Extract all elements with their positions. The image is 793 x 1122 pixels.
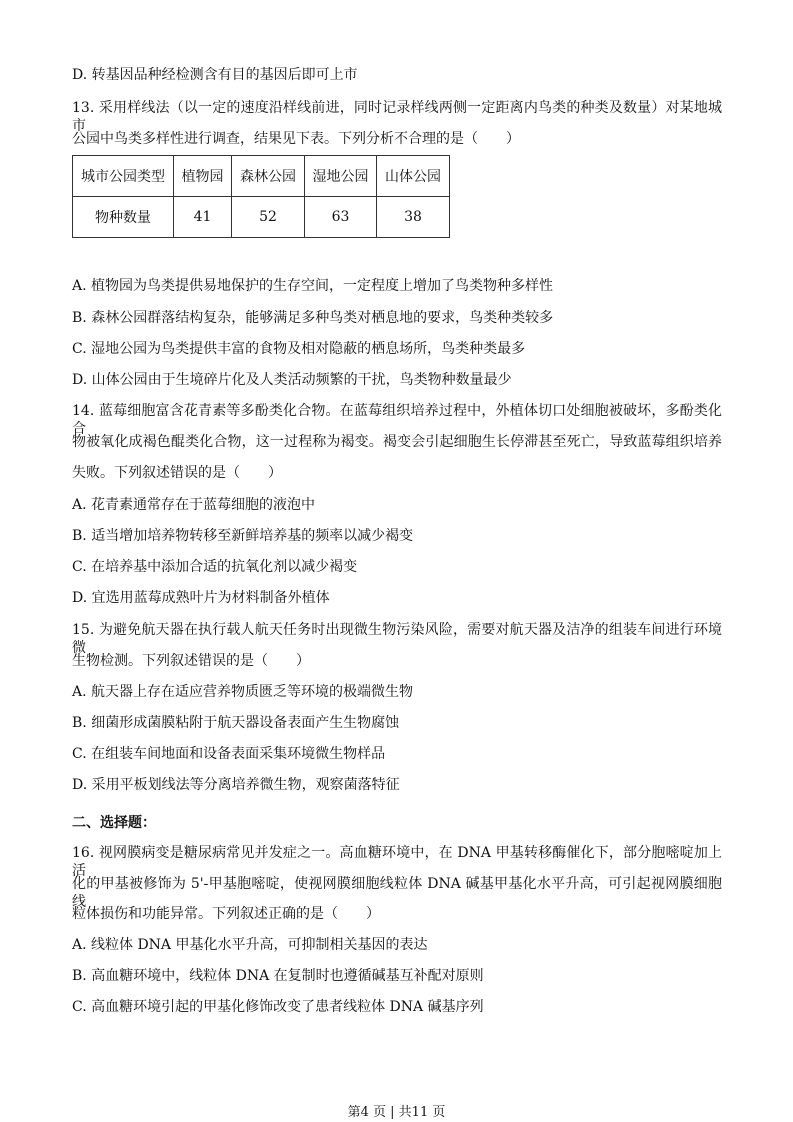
table-cell: 植物园 [174, 156, 232, 197]
q13-option-d: D. 山体公园由于生境碎片化及人类活动频繁的干扰，鸟类物种数量最少 [72, 372, 512, 388]
table-cell: 52 [232, 197, 305, 238]
bird-species-table [72, 155, 450, 238]
table-cell: 森林公园 [232, 156, 305, 197]
page-footer: 第4 页 | 共11 页 [347, 1105, 446, 1120]
q14-option-b: B. 适当增加培养物转移至新鲜培养基的频率以减少褐变 [72, 528, 414, 544]
section-title: 二、选择题： [72, 815, 156, 831]
q16-option-b: B. 高血糖环境中，线粒体 DNA 在复制时也遵循碱基互补配对原则 [72, 968, 484, 984]
table-cell: 城市公园类型 [73, 156, 174, 197]
q13-option-c: C. 湿地公园为鸟类提供丰富的食物及相对隐蔽的栖息场所，鸟类种类最多 [72, 341, 526, 357]
table-cell: 山体公园 [377, 156, 450, 197]
q13-option-a: A. 植物园为鸟类提供易地保护的生存空间，一定程度上增加了鸟类物种多样性 [72, 278, 554, 294]
table-header-row [73, 156, 450, 197]
q14-option-c: C. 在培养基中添加合适的抗氧化剂以减少褐变 [72, 559, 358, 575]
table-cell: 63 [305, 197, 377, 238]
q13-stem-line2: 公园中鸟类多样性进行调查，结果见下表。下列分析不合理的是（ ） [72, 131, 520, 147]
table-cell: 38 [377, 197, 450, 238]
q16-option-c: C. 高血糖环境引起的甲基化修饰改变了患者线粒体 DNA 碱基序列 [72, 999, 484, 1015]
q14-option-a: A. 花青素通常存在于蓝莓细胞的液泡中 [72, 497, 316, 513]
q16-stem-line1: 16. 视网膜病变是糖尿病常见并发症之一。高血糖环境中，在 DNA 甲基转移酶催化下，部分胞嘧啶加上活 [72, 845, 722, 879]
table-cell: 湿地公园 [305, 156, 377, 197]
q15-option-a: A. 航天器上存在适应营养物质匮乏等环境的极端微生物 [72, 684, 414, 700]
q16-option-a: A. 线粒体 DNA 甲基化水平升高，可抑制相关基因的表达 [72, 937, 428, 953]
q12-option-d: D. 转基因品种经检测含有目的基因后即可上市 [72, 67, 358, 83]
table-cell: 物种数量 [73, 197, 174, 238]
table-cell: 41 [174, 197, 232, 238]
q15-stem-line2: 生物检测。下列叙述错误的是（ ） [72, 653, 310, 669]
q15-stem-line1: 15. 为避免航天器在执行载人航天任务时出现微生物污染风险，需要对航天器及洁净的组装车间进行环境微 [72, 622, 722, 656]
q15-option-d: D. 采用平板划线法等分离培养微生物，观察菌落特征 [72, 777, 400, 793]
q15-option-c: C. 在组装车间地面和设备表面采集环境微生物样品 [72, 746, 386, 762]
q14-option-d: D. 宜选用蓝莓成熟叶片为材料制备外植体 [72, 590, 330, 606]
q15-option-b: B. 细菌形成菌膜粘附于航天器设备表面产生生物腐蚀 [72, 715, 400, 731]
q16-stem-line2: 化的甲基被修饰为 5'-甲基胞嘧啶，使视网膜细胞线粒体 DNA 碱基甲基化水平升高，可引起视网膜细胞线 [72, 876, 722, 910]
q14-stem-line2: 物被氧化成褐色醌类化合物，这一过程称为褐变。褐变会引起细胞生长停滞甚至死亡，导致蓝莓组织培养 [72, 434, 722, 450]
q14-stem-line1: 14. 蓝莓细胞富含花青素等多酚类化合物。在蓝莓组织培养过程中，外植体切口处细胞被破坏，多酚类化合 [72, 403, 722, 437]
table-row [73, 197, 450, 238]
q13-option-b: B. 森林公园群落结构复杂，能够满足多种鸟类对栖息地的要求，鸟类种类较多 [72, 310, 554, 326]
q13-stem-line1: 13. 采用样线法（以一定的速度沿样线前进，同时记录样线两侧一定距离内鸟类的种类及数量）对某地城市 [72, 100, 722, 134]
q16-stem-line3: 粒体损伤和功能异常。下列叙述正确的是（ ） [72, 906, 380, 922]
q14-stem-line3: 失败。下列叙述错误的是（ ） [72, 465, 282, 481]
